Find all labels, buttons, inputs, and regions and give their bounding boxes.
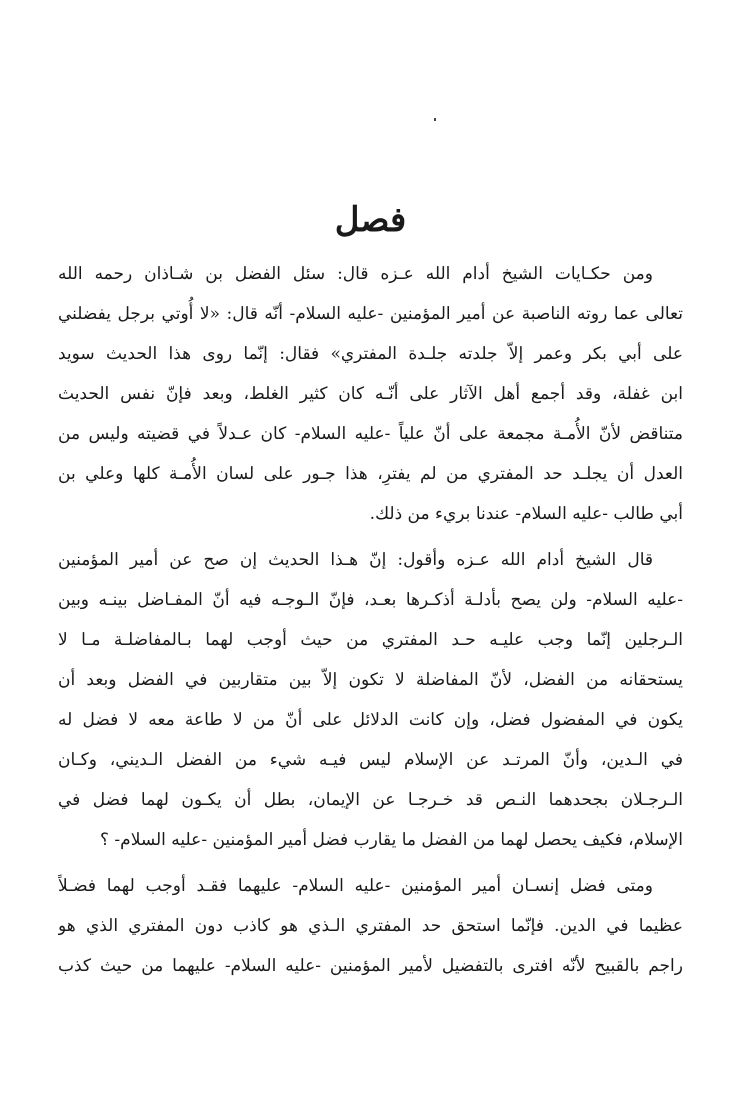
text-line: قال الشيخ أدام الله عـزه وأقول: إنّ هـذا الحديث إن صح عن أمير المؤمنين	[58, 550, 653, 570]
text-line: الـرجـلان بجحدهما النـص قد خـرجـا عن الإيمان، بطل أن يكـون لهما فضل في	[58, 790, 683, 810]
text-line: متناقض لأنّ الأُمـة مجمعة على أنّ علياً -عليه السلام- كان عـدلاً في قضيته وليس من	[58, 424, 683, 444]
paragraph-3	[58, 866, 683, 986]
text-line: الـرجلين إنّما وجب عليـه حـد المفتري من حيث أوجب لهما بـالمفاضلـة مـا لا	[58, 630, 683, 650]
text-line: يستحقانه من الفضل، لأنّ المفاضلة لا تكون إلاّ بين متقاربين في الفضل وبعد أن	[58, 670, 683, 690]
text-line: يكون في المفضول فضل، وإن كانت الدلائل على أنّ من لا طاعة معه لا فضل له	[58, 710, 683, 730]
text-line: أبي طالب -عليه السلام- عندنا بريء من ذلك.	[369, 504, 683, 524]
text-line: تعالى عما روته الناصبة عن أمير المؤمنين -عليه السلام- أنّه قال: «لا أُوتي برجل يفضلني	[58, 304, 683, 324]
section-title: فصل	[334, 200, 407, 240]
text-line: العدل أن يجلـد حد المفتري من لم يفترِ، هذا جـور على لسان الأُمـة كلها وعلي بن	[58, 464, 683, 484]
text-line: ومن حكـايات الشيخ أدام الله عـزه قال: سئل الفضل بن شـاذان رحمه الله	[58, 264, 653, 284]
paragraph-2	[58, 540, 683, 860]
text-line: ابن غفلة، وقد أجمع أهل الآثار على أنّـه كان كثير الغلط، وبعد فإنّ نفس الحديث	[58, 384, 683, 404]
text-line: -عليه السلام- ولن يصح بأدلـة أذكـرها بعـد، فإنّ الـوجـه فيه أنّ المفـاضل بينـه وبين	[58, 590, 683, 610]
text-line: الإسلام، فكيف يحصل لهما من الفضل ما يقارب فضل أمير المؤمنين -عليه السلام- ؟	[100, 830, 683, 850]
page-speck	[434, 118, 436, 121]
text-line: راجم بالقبيح لأنّه افترى بالتفضيل لأمير المؤمنين -عليه السلام- عليهما من حيث كذب	[58, 956, 683, 976]
paragraph-1	[58, 254, 683, 534]
text-line: ومتى فضل إنسـان أمير المؤمنين -عليه السلام- عليهما فقـد أوجب لهما فضـلاً	[58, 876, 653, 896]
text-line: على أبي بكر وعمر إلاّ جلدته جلـدة المفتري» فقال: إنّما روى هذا الحديث سويد	[58, 344, 683, 364]
text-line: عظيما في الدين. فإنّما استحق حد المفتري الـذي هو كاذب دون المفتري الذي هو	[58, 916, 683, 936]
text-line: في الـدين، وأنّ المرتـد عن الإسلام ليس فيـه شيء من الفضل الـديني، وكـان	[58, 750, 683, 770]
